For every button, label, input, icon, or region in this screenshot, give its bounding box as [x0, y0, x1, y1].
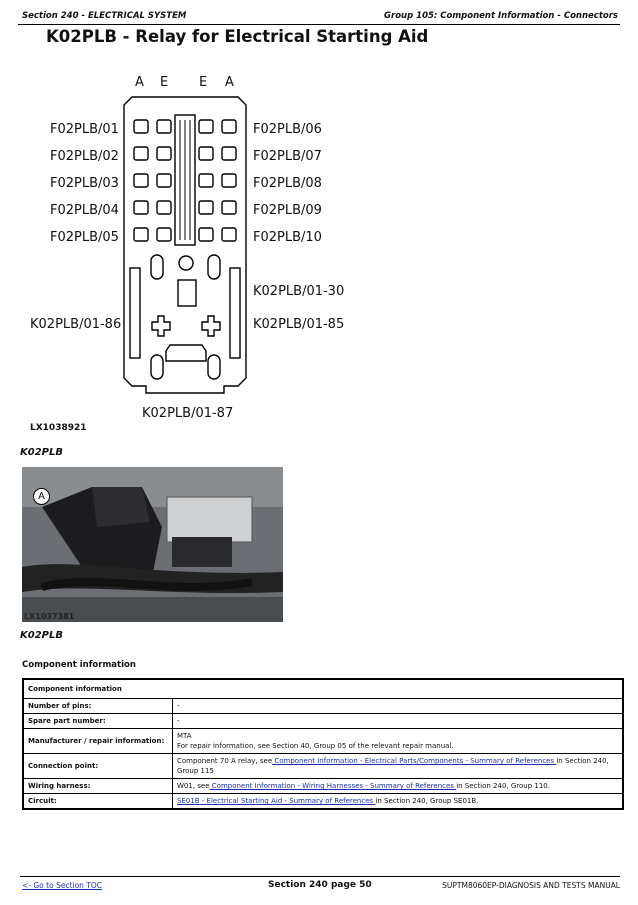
component-info-table: [22, 678, 624, 810]
connector-diagram: [0, 60, 400, 430]
pin-label-left-5: F02PLB/05: [50, 230, 119, 245]
fuse-slot-right-1: [199, 120, 213, 133]
relay-pin-30: [178, 280, 196, 306]
top-label-a-right: A: [225, 75, 234, 90]
table-row: [23, 714, 623, 729]
section-toc-link[interactable]: <- Go to Section TOC: [22, 881, 103, 890]
relay-label-85: K02PLB/01-85: [253, 317, 345, 332]
pin-label-left-1: F02PLB/01: [50, 122, 119, 137]
top-label-e-left: E: [160, 75, 169, 90]
fuse-slot-left-3: [134, 174, 148, 187]
manufacturer-name: MTA: [177, 732, 192, 740]
relay-label-86: K02PLB/01-86: [30, 317, 122, 332]
relay-label-87: K02PLB/01-87: [142, 406, 234, 421]
center-bus-slots: [180, 120, 190, 240]
relay-pin-86: [152, 316, 170, 336]
fuse-slot-right-2: [199, 147, 213, 160]
connection-point-value: [173, 754, 624, 779]
connection-link[interactable]: Component Information - Electrical Parts/Components - Summary of References: [272, 757, 557, 765]
harness-suffix: in Section 240, Group 110.: [456, 782, 550, 790]
table-row: [23, 729, 623, 754]
relay-slot-top-right: [208, 255, 220, 279]
manufacturer-label: Manufacturer / repair information:: [23, 729, 173, 754]
photo-illustration: [22, 467, 283, 622]
fuse-slot-left-b1: [157, 120, 171, 133]
pin-label-right-3: F02PLB/08: [253, 176, 322, 191]
page-header: [18, 8, 620, 25]
fuse-slot-right-b3: [222, 174, 236, 187]
pin-label-left-2: F02PLB/02: [50, 149, 119, 164]
connection-suffix: in Section 240,: [556, 757, 609, 765]
fuse-slot-right-b1: [222, 120, 236, 133]
page-number: Section 240 page 50: [268, 880, 372, 890]
fuse-slot-right-b4: [222, 201, 236, 214]
component-photo: [22, 467, 283, 622]
relay-pin-87: [166, 345, 206, 361]
relay-slot-top-left: [151, 255, 163, 279]
relay-side-right: [230, 268, 240, 358]
caption-photo: K02PLB: [20, 630, 63, 641]
page-footer: [20, 876, 620, 897]
pin-label-right-2: F02PLB/07: [253, 149, 322, 164]
table-row: [23, 794, 623, 810]
component-info-heading: Component information: [22, 660, 136, 670]
fuse-slot-right-4: [199, 201, 213, 214]
fuse-slot-left-b3: [157, 174, 171, 187]
spare-part-value: -: [173, 714, 624, 729]
wiring-harness-value: [173, 779, 624, 794]
header-group: Group 105: Component Information - Connectors: [384, 11, 618, 21]
harness-link[interactable]: Component Information - Wiring Harnesses - Summary of References: [209, 782, 457, 790]
table-row: [23, 679, 623, 699]
fuse-slot-left-b4: [157, 201, 171, 214]
circuit-suffix: in Section 240, Group SE01B.: [375, 797, 479, 805]
connection-point-label: Connection point:: [23, 754, 173, 779]
page-title: K02PLB - Relay for Electrical Starting Aid: [46, 27, 429, 46]
pin-label-left-4: F02PLB/04: [50, 203, 119, 218]
relay-slot-bottom-left: [151, 355, 163, 379]
connection-group: Group 115: [177, 767, 214, 775]
harness-text: W01, see: [177, 782, 210, 790]
pins-label: Number of pins:: [23, 699, 173, 714]
fuse-slot-right-b2: [222, 147, 236, 160]
figure-code: LX1038921: [30, 423, 87, 433]
pins-value: -: [173, 699, 624, 714]
pin-label-right-5: F02PLB/10: [253, 230, 322, 245]
pin-label-left-3: F02PLB/03: [50, 176, 119, 191]
relay-side-left: [130, 268, 140, 358]
pin-label-right-1: F02PLB/06: [253, 122, 322, 137]
manufacturer-value: [173, 729, 624, 754]
fuse-slot-left-2: [134, 147, 148, 160]
fuse-slot-left-4: [134, 201, 148, 214]
fuse-slot-right-b5: [222, 228, 236, 241]
table-header: Component information: [23, 679, 623, 699]
fuse-slot-left-1: [134, 120, 148, 133]
table-row: [23, 779, 623, 794]
photo-code: LX1037381: [24, 612, 75, 621]
connection-text: Component 70 A relay, see: [177, 757, 273, 765]
manual-name: SUPTM8060EP-DIAGNOSIS AND TESTS MANUAL: [442, 881, 620, 890]
caption-diagram: K02PLB: [20, 447, 63, 458]
table-row: [23, 754, 623, 779]
fuse-slot-left-b2: [157, 147, 171, 160]
relay-round-hole: [179, 256, 193, 270]
repair-info: For repair information, see Section 40, Group 05 of the relevant repair manual.: [177, 742, 454, 750]
top-label-a-left: A: [135, 75, 144, 90]
table-row: [23, 699, 623, 714]
circuit-value: [173, 794, 624, 810]
header-section: Section 240 - ELECTRICAL SYSTEM: [22, 11, 187, 21]
relay-slot-bottom-right: [208, 355, 220, 379]
fuse-slot-right-5: [199, 228, 213, 241]
circuit-label: Circuit:: [23, 794, 173, 810]
spare-part-label: Spare part number:: [23, 714, 173, 729]
fuse-slot-left-b5: [157, 228, 171, 241]
wiring-harness-label: Wiring harness:: [23, 779, 173, 794]
relay-label-30: K02PLB/01-30: [253, 284, 345, 299]
callout-a: A: [33, 488, 50, 505]
fuse-slot-right-3: [199, 174, 213, 187]
fuse-slot-left-5: [134, 228, 148, 241]
relay-pin-85: [202, 316, 220, 336]
top-label-e-right: E: [199, 75, 208, 90]
pin-label-right-4: F02PLB/09: [253, 203, 322, 218]
circuit-link[interactable]: SE01B - Electrical Starting Aid - Summary of References: [177, 797, 376, 805]
